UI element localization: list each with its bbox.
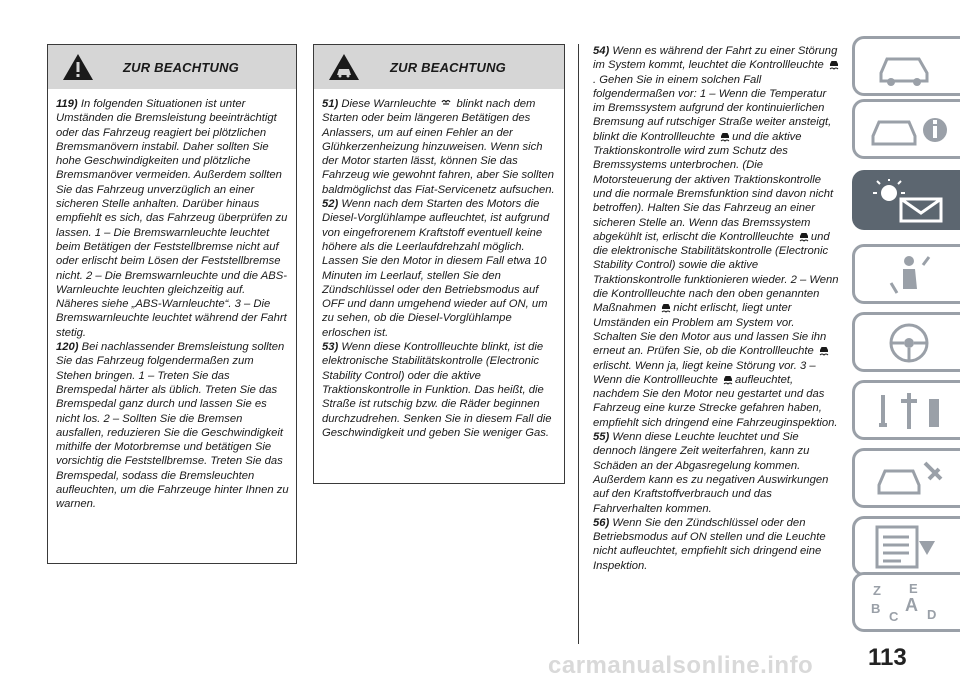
note-52-text: Wenn nach dem Starten des Motors die Diesel-Vorglühlampe aufleuchtet, ist aufgrund von eingefrorenem Kraftstoff eventuell keine höhere als die Leerlaufdrehzahl möglich. Lassen Sie den Motor in diesem Fall etwa 10 Minuten im Leerlauf, stellen Sie den Zündschlüssel oder den Betriebsmodus auf OFF und dann umgehend wieder auf ON, um zu sehen, ob die Diesel-Vorglühlampe erloschen ist. <box>322 198 550 339</box>
note-119-text: In folgenden Situationen ist unter Umständen die Bremsleistung beeinträchtigt oder das Fahrzeug reagiert bei plötzlichen Bremsmanövern instabil. Daher sollten Sie hohe Geschwindigkeiten und plötzliche Bremsmanöver vermeiden. Außerdem sollten Sie das Fahrzeug unverzüglich an einer sicheren Stelle anhalten. Darüber hinaus empfiehlt es sich, das Fahrzeug überprüfen zu lassen. 1 – Die Bremswarnleuchte leuchtet beim Betätigen der Feststellbremse nicht auf oder erlischt beim Lösen der Feststellbremse nicht. 2 – Die Bremswarnleuchte und die ABS-Warnleuchte leuchten gleichzeitig auf. Näheres siehe „ABS-Warnleuchte“. 3 – Die Bremswarnleuchte leuchtet während der Fahrt stetig. <box>56 98 288 339</box>
note-56 <box>593 516 841 573</box>
note-54-text-d: und die elektronische Stabilitätskontrolle (Electronic Stability Control) sowie die aktive Traktionskontrolle funktionieren wieder. 2 – Wenn die Kontrollleuchte nach den oben genannten Maßnahmen <box>593 230 839 315</box>
tab-vehicle-info[interactable] <box>852 99 960 159</box>
document-list-tab-icon <box>869 525 949 569</box>
note-120 <box>56 340 290 512</box>
warning-box-2-title: ZUR BEACHTUNG <box>390 59 506 75</box>
esc-skid-icon <box>798 230 810 242</box>
tab-driving[interactable] <box>852 312 960 372</box>
note-54-number: 54) <box>593 45 610 57</box>
glow-plug-icon <box>440 97 452 109</box>
car-service-tab-icon <box>869 457 949 501</box>
note-52 <box>322 197 558 340</box>
note-120-text: Bei nachlassender Bremsleistung sollten Sie das Fahrzeug folgendermaßen zum Stehen bringen. 1 – Treten Sie das Bremspedal härter als üblich. Treten Sie das Bremspedal ganz durch und lassen Sie es nicht los. 2 – Sollten Sie die Bremsen ausfallen, reduzieren Sie die Geschwindigkeit mithilfe der Motorbremse und betätigen Sie vorsichtig die Feststellbremse. Treten Sie das Bremspedal, sodass die Bremsleuchten aufleuchten, um die Fahrzeuge hinter Ihnen zu warnen. <box>56 341 289 511</box>
car-info-tab-icon <box>869 108 949 152</box>
page-number: 113 <box>868 644 907 671</box>
column-3 <box>578 44 841 644</box>
svg-text:C: C <box>889 609 899 624</box>
alphabet-index-tab-icon <box>869 581 949 625</box>
note-51-number: 51) <box>322 98 339 110</box>
watermark: carmanualsonline.info <box>548 652 814 679</box>
note-119-number: 119) <box>56 98 78 110</box>
note-54-text-e: nicht erlischt, liegt unter Umständen ein Problem am System vor. Schalten Sie den Motor aus und lassen Sie ihn erneut an. Prüfen Sie, ob die Kontrollleuchte <box>593 302 827 358</box>
note-51-text-b: blinkt nach dem Starten oder beim längeren Betätigen des Anlassers, um auf einen Fehler an der Glühkerzenheizung hinzuweisen. Wenn sich der Motor starten lässt, können Sie das Fahrzeug wie gewohnt fahren, aber Sie sollten baldmöglichst das Fiat-Servicenetz aufsuchen. <box>322 98 555 196</box>
note-53-text: Wenn diese Kontrollleuchte blinkt, ist die elektronische Stabilitätskontrolle (Electronic Stability Control) oder die aktive Traktionskontrolle in Funktion. Das heißt, die Straße ist rutschig bzw. die Räder beginnen durchzudrehen. Senken Sie in diesem Fall die Geschwindigkeit und geben Sie weniger Gas. <box>322 341 552 439</box>
svg-text:E: E <box>909 581 918 596</box>
warning-box-2-text <box>314 89 564 440</box>
car-warning-icon <box>326 51 362 83</box>
esc-skid-icon <box>660 301 672 313</box>
note-54-text-f: erlischt. Wenn ja, liegt keine Störung vor. 3 – Wenn die Kontrollleuchte <box>593 359 816 386</box>
warning-triangle-icon <box>60 51 96 83</box>
note-51 <box>322 97 558 197</box>
note-120-number: 120) <box>56 341 79 354</box>
warning-box-1 <box>47 44 297 564</box>
esc-skid-icon <box>719 130 731 142</box>
wrench-tab-icon <box>869 389 949 433</box>
warning-box-2 <box>313 44 565 484</box>
esc-skid-icon <box>828 58 840 70</box>
note-54-text-g: aufleuchtet, nachdem Sie den Motor neu gestartet und das Fahrzeug eine kurze Strecke gefahren haben, empfiehlt sich dringend eine Fahrzeuginspektion. <box>593 373 838 429</box>
note-53-number: 53) <box>322 341 339 354</box>
note-54-text-b: . Gehen Sie in einem solchen Fall folgendermaßen vor: 1 – Wenn die Temperatur im Bremssystem aufgrund der kontinuierlichen Bremsung auf rutschiger Straße weiter ansteigt, blinkt die Kontrollleuchte <box>593 73 832 143</box>
tab-vehicle[interactable] <box>852 36 960 96</box>
svg-text:A: A <box>905 595 918 615</box>
svg-text:Z: Z <box>873 583 881 598</box>
note-56-text: Wenn Sie den Zündschlüssel oder den Betriebsmodus auf ON stellen und die Leuchte nicht aufleuchtet, empfiehlt sich dringend eine Inspektion. <box>593 516 826 572</box>
car-tab-icon <box>869 45 949 89</box>
esc-skid-icon <box>818 344 830 356</box>
warning-box-2-header <box>314 45 564 89</box>
note-53 <box>322 340 558 440</box>
warning-box-1-title: ZUR BEACHTUNG <box>123 59 239 75</box>
tab-index[interactable] <box>852 572 960 632</box>
column-3-text <box>579 44 841 573</box>
note-119 <box>56 97 290 340</box>
warning-box-1-header <box>48 45 296 89</box>
note-54-text-a: Wenn es während der Fahrt zu einer Störung im System kommt, leuchtet die Kontrollleuchte <box>593 45 838 72</box>
note-55 <box>593 430 841 516</box>
note-56-number: 56) <box>593 516 610 529</box>
tab-technical-data[interactable] <box>852 516 960 576</box>
tab-warning-lights[interactable] <box>852 170 960 230</box>
tab-emergency[interactable] <box>852 380 960 440</box>
note-55-number: 55) <box>593 431 610 444</box>
esc-skid-icon <box>722 373 734 385</box>
note-52-number: 52) <box>322 198 339 211</box>
note-54 <box>593 44 841 430</box>
svg-text:B: B <box>871 601 881 616</box>
svg-text:D: D <box>927 607 937 622</box>
tab-maintenance[interactable] <box>852 448 960 508</box>
steering-wheel-tab-icon <box>869 321 949 365</box>
tab-safety[interactable] <box>852 244 960 304</box>
airbag-seat-tab-icon <box>869 253 949 297</box>
note-51-text-a: Diese Warnleuchte <box>341 98 437 110</box>
note-54-text-c: und die aktive Traktionskontrolle wird zum Schutz des Bremssystems unterbrochen. (Die Motorsteuerung der aktiven Traktionskontrolle und die normale Bremsfunktion sind davon nicht betroffen). Halten Sie das Fahrzeug an einer sicheren Stelle an. Wenn das Bremssystem abgekühlt ist, erlischt die Kontrollleuchte <box>593 130 834 243</box>
warning-light-mail-tab-icon <box>869 179 949 223</box>
warning-box-1-text <box>48 89 296 512</box>
note-55-text: Wenn diese Leuchte leuchtet und Sie dennoch längere Zeit weiterfahren, kann zu Schäden an der Abgasregelung kommen. Außerdem kann es zu negativen Auswirkungen auf den Kraftstoffverbrauch und das Fahrverhalten kommen. <box>593 431 829 515</box>
